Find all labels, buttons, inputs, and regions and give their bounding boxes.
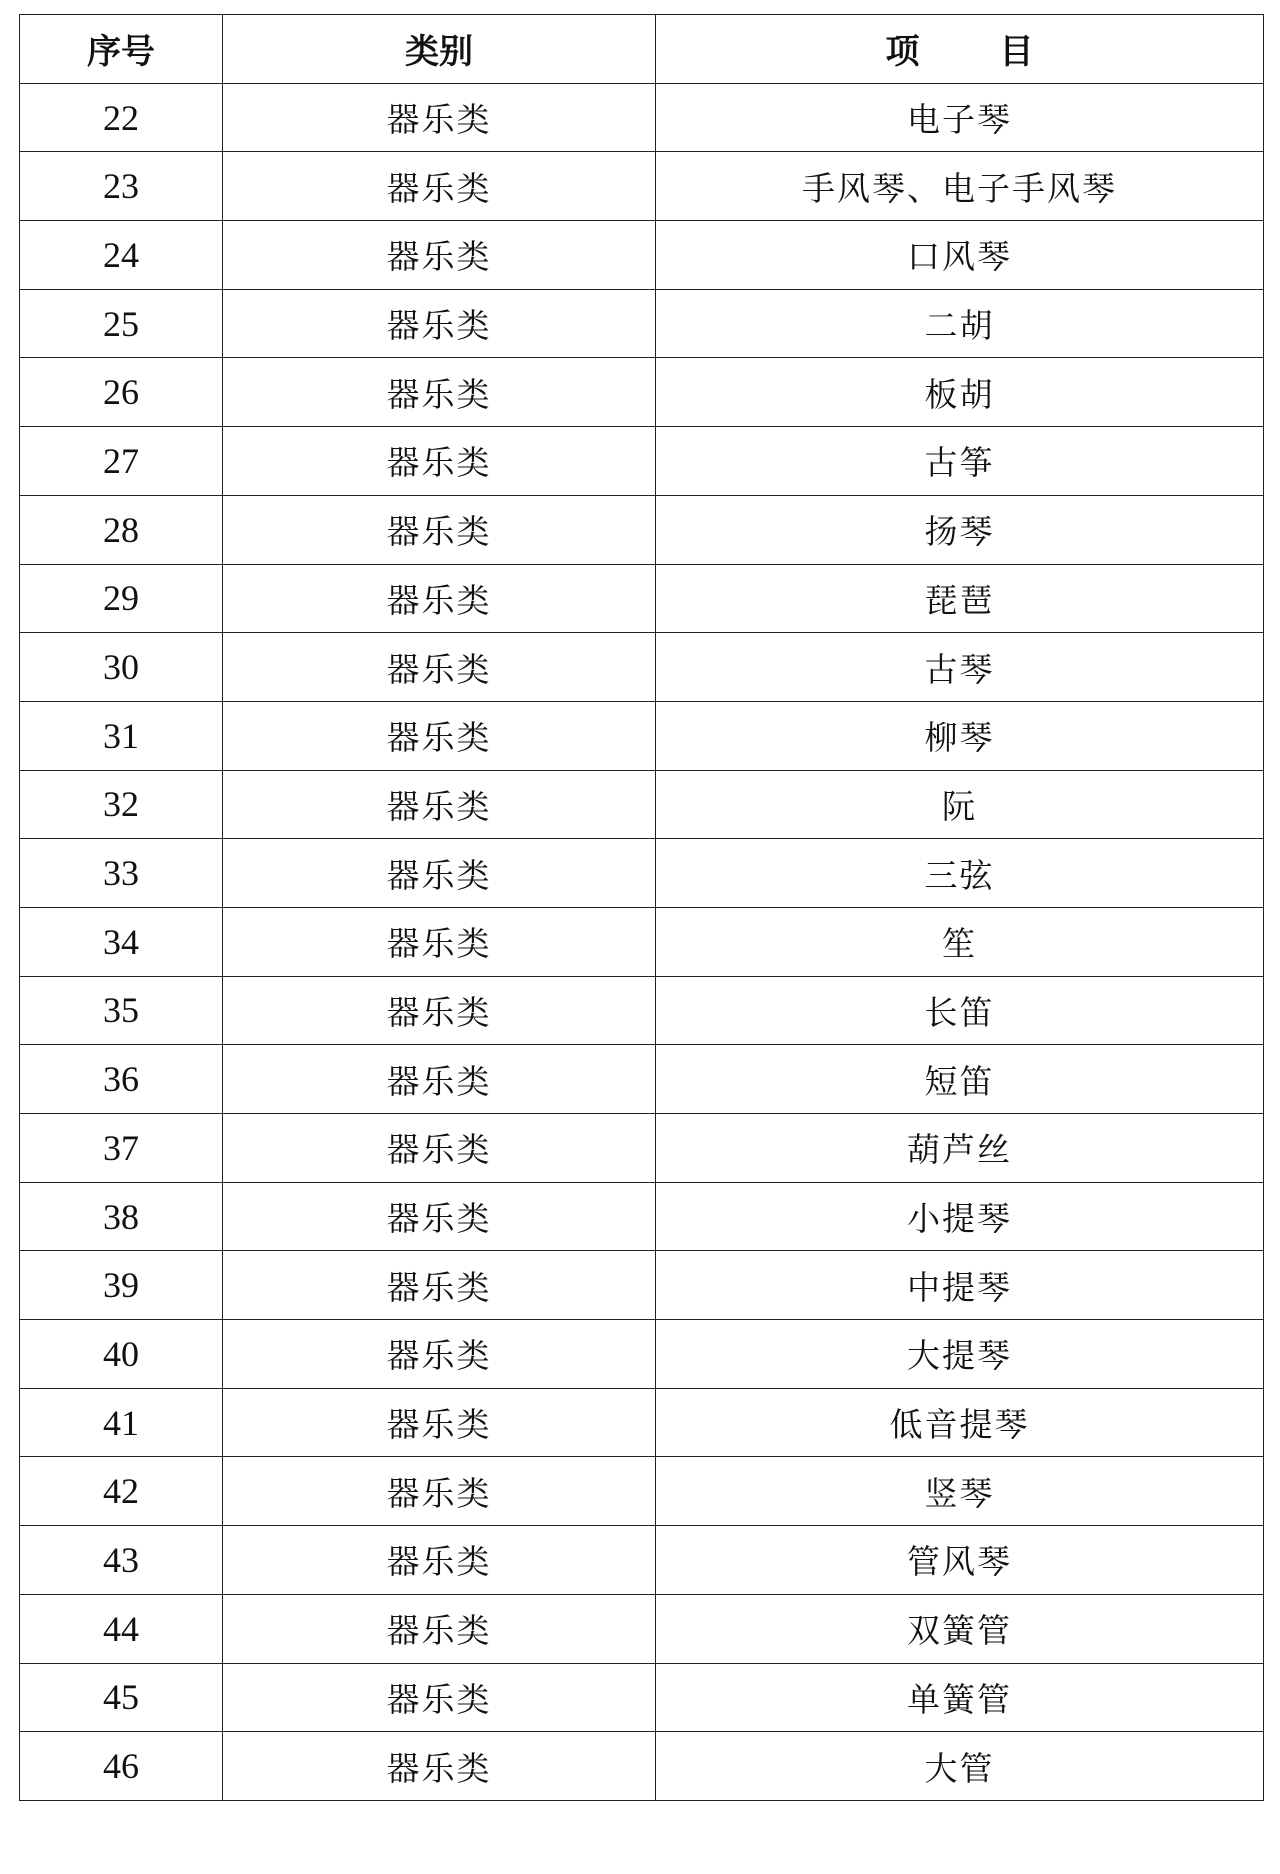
row-number: 26 xyxy=(20,358,223,427)
row-item: 古琴 xyxy=(656,633,1264,702)
row-number: 39 xyxy=(20,1251,223,1320)
row-number: 38 xyxy=(20,1182,223,1251)
table-row xyxy=(20,633,1264,702)
row-item: 大管 xyxy=(656,1732,1264,1801)
header-item xyxy=(656,15,1264,84)
row-category: 器乐类 xyxy=(223,289,656,358)
row-category: 器乐类 xyxy=(223,1320,656,1389)
row-number: 28 xyxy=(20,495,223,564)
table-row xyxy=(20,83,1264,152)
row-number: 29 xyxy=(20,564,223,633)
row-number: 31 xyxy=(20,701,223,770)
row-number: 46 xyxy=(20,1732,223,1801)
row-number: 43 xyxy=(20,1526,223,1595)
table-row xyxy=(20,564,1264,633)
table-body xyxy=(20,83,1264,1800)
row-item: 手风琴、电子手风琴 xyxy=(656,152,1264,221)
table-row xyxy=(20,1457,1264,1526)
row-item: 扬琴 xyxy=(656,495,1264,564)
row-number: 35 xyxy=(20,976,223,1045)
row-category: 器乐类 xyxy=(223,83,656,152)
row-item: 竖琴 xyxy=(656,1457,1264,1526)
row-item: 阮 xyxy=(656,770,1264,839)
table-row xyxy=(20,1526,1264,1595)
table-row xyxy=(20,1732,1264,1801)
row-item: 柳琴 xyxy=(656,701,1264,770)
row-item: 口风琴 xyxy=(656,221,1264,290)
table-row xyxy=(20,907,1264,976)
table-row xyxy=(20,1594,1264,1663)
row-number: 24 xyxy=(20,221,223,290)
row-item: 中提琴 xyxy=(656,1251,1264,1320)
instrument-table xyxy=(19,14,1264,1801)
row-number: 34 xyxy=(20,907,223,976)
row-category: 器乐类 xyxy=(223,1045,656,1114)
table-row xyxy=(20,976,1264,1045)
row-category: 器乐类 xyxy=(223,1388,656,1457)
table-row xyxy=(20,1114,1264,1183)
table-row xyxy=(20,1045,1264,1114)
row-number: 45 xyxy=(20,1663,223,1732)
row-category: 器乐类 xyxy=(223,1663,656,1732)
row-category: 器乐类 xyxy=(223,1457,656,1526)
row-category: 器乐类 xyxy=(223,564,656,633)
row-category: 器乐类 xyxy=(223,907,656,976)
row-category: 器乐类 xyxy=(223,427,656,496)
row-number: 41 xyxy=(20,1388,223,1457)
table-row xyxy=(20,1663,1264,1732)
row-item: 短笛 xyxy=(656,1045,1264,1114)
header-category: 类别 xyxy=(223,15,656,84)
table-row xyxy=(20,427,1264,496)
row-item: 三弦 xyxy=(656,839,1264,908)
row-category: 器乐类 xyxy=(223,1732,656,1801)
table-row xyxy=(20,495,1264,564)
row-number: 42 xyxy=(20,1457,223,1526)
table-row xyxy=(20,701,1264,770)
table-header xyxy=(20,15,1264,84)
row-number: 27 xyxy=(20,427,223,496)
row-category: 器乐类 xyxy=(223,633,656,702)
row-category: 器乐类 xyxy=(223,1114,656,1183)
row-item: 小提琴 xyxy=(656,1182,1264,1251)
row-category: 器乐类 xyxy=(223,976,656,1045)
table-row xyxy=(20,221,1264,290)
table-row xyxy=(20,1182,1264,1251)
row-category: 器乐类 xyxy=(223,495,656,564)
row-number: 40 xyxy=(20,1320,223,1389)
row-number: 30 xyxy=(20,633,223,702)
row-item: 低音提琴 xyxy=(656,1388,1264,1457)
table-row xyxy=(20,289,1264,358)
table-row xyxy=(20,1320,1264,1389)
row-item: 双簧管 xyxy=(656,1594,1264,1663)
row-item: 葫芦丝 xyxy=(656,1114,1264,1183)
row-number: 44 xyxy=(20,1594,223,1663)
row-number: 37 xyxy=(20,1114,223,1183)
header-item-part2: 目 xyxy=(999,32,1034,73)
row-number: 32 xyxy=(20,770,223,839)
table-row xyxy=(20,839,1264,908)
row-number: 36 xyxy=(20,1045,223,1114)
table-row xyxy=(20,358,1264,427)
row-item: 二胡 xyxy=(656,289,1264,358)
row-item: 笙 xyxy=(656,907,1264,976)
row-item: 长笛 xyxy=(656,976,1264,1045)
row-item: 大提琴 xyxy=(656,1320,1264,1389)
row-category: 器乐类 xyxy=(223,701,656,770)
table-row xyxy=(20,152,1264,221)
row-category: 器乐类 xyxy=(223,1594,656,1663)
row-item: 电子琴 xyxy=(656,83,1264,152)
row-number: 25 xyxy=(20,289,223,358)
row-number: 22 xyxy=(20,83,223,152)
row-category: 器乐类 xyxy=(223,1526,656,1595)
table-row xyxy=(20,1251,1264,1320)
row-category: 器乐类 xyxy=(223,358,656,427)
header-item-part1: 项 xyxy=(885,32,920,73)
row-category: 器乐类 xyxy=(223,221,656,290)
table-row xyxy=(20,1388,1264,1457)
row-item: 单簧管 xyxy=(656,1663,1264,1732)
row-item: 管风琴 xyxy=(656,1526,1264,1595)
row-item: 琵琶 xyxy=(656,564,1264,633)
row-category: 器乐类 xyxy=(223,770,656,839)
row-item: 板胡 xyxy=(656,358,1264,427)
row-category: 器乐类 xyxy=(223,152,656,221)
header-row xyxy=(20,15,1264,84)
row-category: 器乐类 xyxy=(223,1251,656,1320)
row-item: 古筝 xyxy=(656,427,1264,496)
table-row xyxy=(20,770,1264,839)
row-category: 器乐类 xyxy=(223,1182,656,1251)
row-number: 33 xyxy=(20,839,223,908)
header-no: 序号 xyxy=(20,15,223,84)
row-number: 23 xyxy=(20,152,223,221)
row-category: 器乐类 xyxy=(223,839,656,908)
